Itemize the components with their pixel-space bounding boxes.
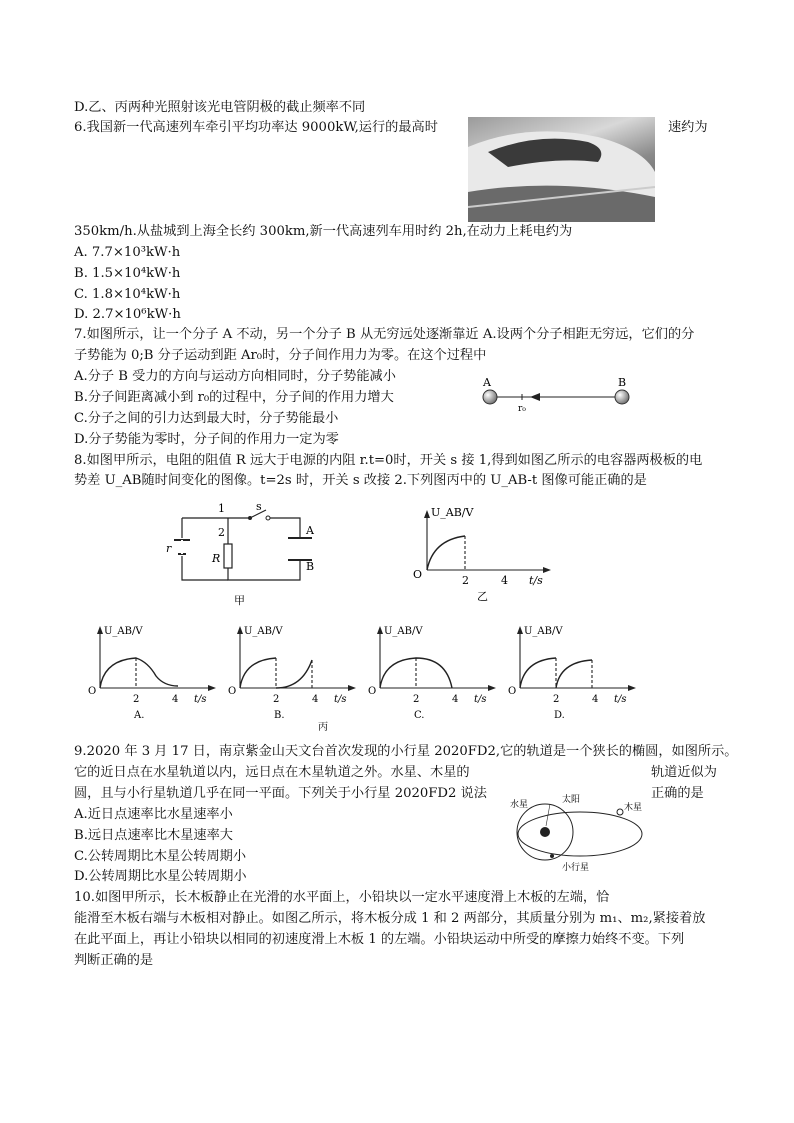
q10-stem-line3: 在此平面上，再让小铅块以相同的初速度滑上木板 1 的左端。小铅块运动中所受的摩擦力始终不变。下列 xyxy=(74,932,685,947)
q10-stem-line4: 判断正确的是 xyxy=(74,953,154,968)
svg-text:O: O xyxy=(228,686,237,697)
q10-stem-line1: 10.如图甲所示，长木板静止在光滑的水平面上，小铅块以一定水平速度滑上木板的左端，恰 xyxy=(74,890,610,905)
option-graph-b xyxy=(228,626,356,721)
svg-text:O: O xyxy=(368,686,377,697)
q7-option-c: C.分子之间的引力达到最大时，分子势能最小 xyxy=(74,411,339,426)
q7-option-b: B.分子间距离减小到 r₀的过程中，分子间的作用力增大 xyxy=(74,390,394,405)
svg-text:4: 4 xyxy=(312,694,319,705)
q6-stem-part2: 速约为 xyxy=(668,120,708,135)
q9-stem-line3b: 正确的是 xyxy=(651,786,704,801)
svg-text:O: O xyxy=(88,686,97,697)
q9-stem-line2a: 它的近日点在水星轨道以内，远日点在木星轨道之外。水星、木星的 xyxy=(74,765,470,780)
r0-label: r₀ xyxy=(518,404,526,414)
switch-pivot xyxy=(248,516,252,520)
q9-option-d: D.公转周期比水星公转周期小 xyxy=(74,869,247,884)
q6-option-d: D. 2.7×10⁶kW·h xyxy=(74,307,181,322)
option-a-label: A. xyxy=(134,710,145,721)
svg-text:U_AB/V: U_AB/V xyxy=(104,626,143,637)
jupiter xyxy=(617,809,623,815)
switch-label: s xyxy=(256,500,262,513)
svg-text:2: 2 xyxy=(413,694,420,705)
terminal-1-label: 1 xyxy=(218,502,225,515)
yi-ylabel: U_AB/V xyxy=(431,506,474,519)
q9-stem-line2b: 轨道近似为 xyxy=(651,765,717,780)
plate-b-label: B xyxy=(306,560,315,573)
terminal-2-label: 2 xyxy=(218,526,225,539)
q8-stem-line1: 8.如图甲所示，电阻的阻值 R 远大于电源的内阻 r.t=0时，开关 s 接 1,得到如图乙所示的电容器两极板的电 xyxy=(74,453,703,468)
q6-option-a: A. 7.7×10³kW·h xyxy=(74,245,181,260)
q9-stem-line3a: 圆，且与小行星轨道几乎在同一平面。下列关于小行星 2020FD2 说法 xyxy=(74,786,487,801)
q6-option-b: B. 1.5×10⁴kW·h xyxy=(74,266,181,281)
molecule-b xyxy=(615,390,629,404)
svg-text:4: 4 xyxy=(592,694,599,705)
q5-option-d: D.乙、丙两种光照射该光电管阴极的截止频率不同 xyxy=(74,100,366,115)
molecule-diagram xyxy=(470,372,640,414)
sun xyxy=(540,827,550,837)
q7-stem-line2: 子势能为 0;B 分子运动到距 Ar₀时，分子间作用力为零。在这个过程中 xyxy=(74,348,487,363)
svg-text:4: 4 xyxy=(172,694,179,705)
train-photo xyxy=(468,117,655,222)
q7-option-a: A.分子 B 受力的方向与运动方向相同时，分子势能减小 xyxy=(74,369,396,384)
q7-option-d: D.分子势能为零时，分子间的作用力一定为零 xyxy=(74,432,339,447)
q9-stem-line1: 9.2020 年 3 月 17 日，南京紫金山天文台首次发现的小行星 2020FD2,它的轨道是一个狭长的椭圆，如图所示。 xyxy=(74,744,738,759)
option-d-label: D. xyxy=(554,710,565,721)
yi-origin: O xyxy=(413,568,423,581)
option-graph-c xyxy=(368,626,496,721)
orbit-diagram xyxy=(500,782,650,874)
q10-stem-line2: 能滑至木板右端与木板相对静止。如图乙所示，将木板分成 1 和 2 两部分，其质量分别为 m₁、m₂,紧接着放 xyxy=(74,911,706,926)
internal-resistance-label: r xyxy=(166,542,172,555)
molecule-a xyxy=(483,390,497,404)
graph-yi xyxy=(405,500,565,604)
yi-tick-4: 4 xyxy=(501,574,508,587)
svg-text:4: 4 xyxy=(452,694,459,705)
svg-text:2: 2 xyxy=(553,694,560,705)
svg-text:t/s: t/s xyxy=(614,694,627,705)
svg-text:2: 2 xyxy=(133,694,140,705)
asteroid xyxy=(550,854,554,858)
svg-text:t/s: t/s xyxy=(474,694,487,705)
q9-option-b: B.远日点速率比木星速率大 xyxy=(74,828,233,843)
option-graph-a xyxy=(88,626,216,721)
caption-bing: 丙 xyxy=(318,722,328,732)
svg-text:U_AB/V: U_AB/V xyxy=(524,626,563,637)
caption-jia: 甲 xyxy=(234,594,245,607)
resistor-label: R xyxy=(212,552,221,565)
q9-option-c: C.公转周期比木星公转周期小 xyxy=(74,849,247,864)
circuit-diagram xyxy=(160,500,330,612)
asteroid-orbit xyxy=(518,812,642,856)
approach-arrow xyxy=(530,393,540,401)
asteroid-label: 小行星 xyxy=(562,863,590,873)
molecule-b-label: B xyxy=(618,376,627,389)
q6-option-c: C. 1.8×10⁴kW·h xyxy=(74,287,181,302)
q7-stem-line1: 7.如图所示，让一个分子 A 不动，另一个分子 B 从无穷远处逐渐靠近 A.设两个分子相距无穷远，它们的分 xyxy=(74,327,695,342)
mercury-label: 水星 xyxy=(510,800,529,810)
q8-stem-line2: 势差 U_AB随时间变化的图像。t=2s 时，开关 s 改接 2.下列图丙中的 U_AB-t 图像可能正确的是 xyxy=(74,473,647,488)
svg-text:U_AB/V: U_AB/V xyxy=(384,626,423,637)
plate-a-label: A xyxy=(306,524,314,537)
svg-text:O: O xyxy=(508,686,517,697)
option-b-label: B. xyxy=(274,710,285,721)
svg-text:2: 2 xyxy=(273,694,280,705)
caption-yi: 乙 xyxy=(477,590,488,603)
svg-text:t/s: t/s xyxy=(334,694,347,705)
q6-stem-part1: 6.我国新一代高速列车牵引平均功率达 9000kW,运行的最高时 xyxy=(74,120,438,135)
q6-stem-part3: 350km/h.从盐城到上海全长约 300km,新一代高速列车用时约 2h,在动力上耗电约为 xyxy=(74,224,573,239)
yi-tick-2: 2 xyxy=(462,574,469,587)
svg-text:U_AB/V: U_AB/V xyxy=(244,626,283,637)
molecule-a-label: A xyxy=(483,376,491,389)
svg-text:t/s: t/s xyxy=(194,694,207,705)
option-c-label: C. xyxy=(414,710,425,721)
option-graph-d xyxy=(508,626,636,721)
q9-option-a: A.近日点速率比水星速率小 xyxy=(74,807,233,822)
jupiter-label: 木星 xyxy=(624,803,643,813)
option-graphs xyxy=(86,620,646,732)
yi-xlabel: t/s xyxy=(529,574,543,587)
sun-label: 太阳 xyxy=(562,795,581,805)
